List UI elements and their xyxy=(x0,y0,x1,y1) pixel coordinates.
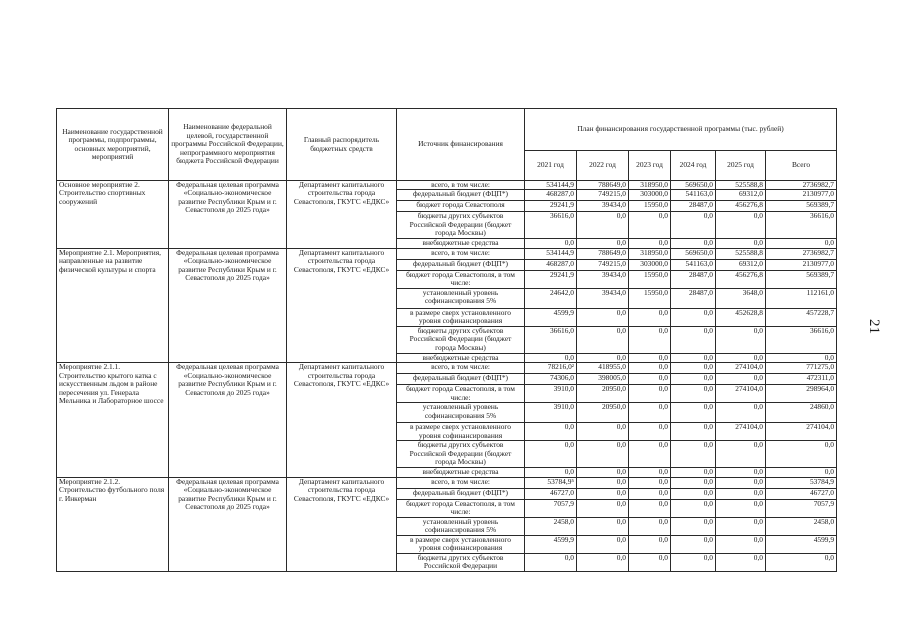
year-value-cell: 0,0 xyxy=(577,423,629,441)
total-value-cell: 472311,0 xyxy=(766,374,837,385)
year-value-cell: 0,0 xyxy=(525,441,577,468)
total-value-cell: 298964,0 xyxy=(766,385,837,403)
header-year: 2021 год xyxy=(525,151,577,181)
funding-source-cell: бюджеты других субъектов Российской Федерации (бюджет города Москвы) xyxy=(397,212,525,239)
year-value-cell: 69312,0 xyxy=(716,259,766,270)
total-value-cell: 274104,0 xyxy=(766,423,837,441)
year-value-cell: 0,0 xyxy=(671,308,716,326)
header-year: 2024 год xyxy=(671,151,716,181)
year-value-cell: 20950,0 xyxy=(577,403,629,423)
year-value-cell: 24642,0 xyxy=(525,288,577,308)
header-federal-program: Наименование федеральной целевой, государственной программы Российской Федерации, непрограммного мероприятия бюджета Российской Федерации xyxy=(169,109,287,181)
year-value-cell: 15950,0 xyxy=(629,288,671,308)
year-value-cell: 468287,0 xyxy=(525,190,577,201)
funding-source-cell: установленный уровень софинансирования 5% xyxy=(397,403,525,423)
year-value-cell: 0,0 xyxy=(716,374,766,385)
year-value-cell: 39434,0 xyxy=(577,201,629,212)
year-value-cell: 525588,8 xyxy=(716,248,766,259)
total-value-cell: 569389,7 xyxy=(766,270,837,288)
funding-source-cell: всего, в том числе: xyxy=(397,363,525,374)
total-value-cell: 2458,0 xyxy=(766,517,837,535)
year-value-cell: 0,0 xyxy=(629,374,671,385)
total-value-cell: 2736982,7 xyxy=(766,181,837,190)
year-value-cell: 456276,8 xyxy=(716,201,766,212)
funding-source-cell: федеральный бюджет (ФЦП*) xyxy=(397,259,525,270)
total-value-cell: 0,0 xyxy=(766,553,837,571)
year-value-cell: 0,0 xyxy=(671,353,716,362)
year-value-cell: 0,0 xyxy=(577,308,629,326)
table-row xyxy=(57,181,837,190)
funding-source-cell: бюджеты других субъектов Российской Федерации (бюджет города Москвы) xyxy=(397,441,525,468)
year-value-cell: 3910,0 xyxy=(525,385,577,403)
header-year: 2022 год xyxy=(577,151,629,181)
total-value-cell: 2130977,0 xyxy=(766,190,837,201)
year-value-cell: 0,0 xyxy=(671,535,716,553)
total-value-cell: 2736982,7 xyxy=(766,248,837,259)
year-value-cell: 274104,0 xyxy=(716,385,766,403)
year-value-cell: 28487,0 xyxy=(671,288,716,308)
year-value-cell: 0,0 xyxy=(629,353,671,362)
total-value-cell: 4599,9 xyxy=(766,535,837,553)
header-row xyxy=(57,109,837,151)
total-value-cell: 771275,0 xyxy=(766,363,837,374)
total-value-cell: 7057,9 xyxy=(766,499,837,517)
funding-source-cell: всего, в том числе: xyxy=(397,248,525,259)
year-value-cell: 0,0 xyxy=(716,488,766,499)
year-value-cell: 274104,0 xyxy=(716,363,766,374)
program-name-cell: Мероприятие 2.1. Мероприятия, направленные на развитие физической культуры и спорта xyxy=(57,248,169,362)
year-value-cell: 3910,0 xyxy=(525,403,577,423)
total-value-cell: 36616,0 xyxy=(766,212,837,239)
funding-source-cell: всего, в том числе: xyxy=(397,477,525,488)
year-value-cell: 0,0 xyxy=(577,468,629,477)
year-value-cell: 69312,0 xyxy=(716,190,766,201)
year-value-cell: 0,0 xyxy=(629,308,671,326)
year-value-cell: 0,0 xyxy=(525,239,577,248)
table-body xyxy=(57,109,837,572)
year-value-cell: 398005,0 xyxy=(577,374,629,385)
year-value-cell: 0,0 xyxy=(525,468,577,477)
funding-source-cell: бюджет города Севастополя, в том числе: xyxy=(397,499,525,517)
funding-source-cell: внебюджетные средства xyxy=(397,468,525,477)
funding-source-cell: бюджет города Севастополя, в том числе: xyxy=(397,270,525,288)
year-value-cell: 4599,9 xyxy=(525,535,577,553)
total-value-cell: 112161,0 xyxy=(766,288,837,308)
year-value-cell: 2458,0 xyxy=(525,517,577,535)
year-value-cell: 36616,0 xyxy=(525,326,577,353)
year-value-cell: 0,0 xyxy=(577,441,629,468)
year-value-cell: 788649,0 xyxy=(577,181,629,190)
total-value-cell: 53784,9 xyxy=(766,477,837,488)
year-value-cell: 0,0 xyxy=(671,441,716,468)
total-value-cell: 569389,7 xyxy=(766,201,837,212)
year-value-cell: 20950,0 xyxy=(577,385,629,403)
year-value-cell: 0,0 xyxy=(577,326,629,353)
year-value-cell: 0,0 xyxy=(716,477,766,488)
year-value-cell: 3648,0 xyxy=(716,288,766,308)
year-value-cell: 0,0 xyxy=(629,385,671,403)
year-value-cell: 569650,0 xyxy=(671,181,716,190)
year-value-cell: 0,0 xyxy=(716,499,766,517)
year-value-cell: 0,0 xyxy=(716,326,766,353)
year-value-cell: 78216,0² xyxy=(525,363,577,374)
year-value-cell: 318950,0 xyxy=(629,181,671,190)
year-value-cell: 0,0 xyxy=(629,535,671,553)
year-value-cell: 749215,0 xyxy=(577,190,629,201)
year-value-cell: 0,0 xyxy=(716,403,766,423)
year-value-cell: 7057,9 xyxy=(525,499,577,517)
page-number: 21 xyxy=(866,319,882,334)
year-value-cell: 0,0 xyxy=(525,553,577,571)
year-value-cell: 0,0 xyxy=(629,403,671,423)
funding-source-cell: в размере сверх установленного уровня софинансирования xyxy=(397,423,525,441)
year-value-cell: 0,0 xyxy=(577,517,629,535)
total-value-cell: 36616,0 xyxy=(766,326,837,353)
year-value-cell: 0,0 xyxy=(716,468,766,477)
year-value-cell: 28487,0 xyxy=(671,270,716,288)
total-value-cell: 2130977,0 xyxy=(766,259,837,270)
table-row xyxy=(57,363,837,374)
year-value-cell: 0,0 xyxy=(629,553,671,571)
year-value-cell: 0,0 xyxy=(671,477,716,488)
year-value-cell: 0,0 xyxy=(716,353,766,362)
year-value-cell: 456276,8 xyxy=(716,270,766,288)
year-value-cell: 0,0 xyxy=(671,403,716,423)
funding-source-cell: внебюджетные средства xyxy=(397,353,525,362)
year-value-cell: 0,0 xyxy=(629,488,671,499)
funding-source-cell: бюджеты других субъектов Российской Федерации xyxy=(397,553,525,571)
year-value-cell: 0,0 xyxy=(671,239,716,248)
year-value-cell: 0,0 xyxy=(629,326,671,353)
funding-source-cell: всего, в том числе: xyxy=(397,181,525,190)
year-value-cell: 0,0 xyxy=(716,441,766,468)
total-value-cell: 0,0 xyxy=(766,441,837,468)
year-value-cell: 0,0 xyxy=(525,353,577,362)
year-value-cell: 0,0 xyxy=(671,423,716,441)
year-value-cell: 4599,9 xyxy=(525,308,577,326)
header-manager: Главный распорядитель бюджетных средств xyxy=(287,109,397,181)
year-value-cell: 0,0 xyxy=(629,468,671,477)
year-value-cell: 0,0 xyxy=(629,423,671,441)
year-value-cell: 0,0 xyxy=(671,553,716,571)
year-value-cell: 28487,0 xyxy=(671,201,716,212)
manager-cell: Департамент капитального строительства города Севастополя, ГКУГС «ЕДКС» xyxy=(287,181,397,249)
program-name-cell: Основное мероприятие 2. Строительство спортивных сооружений xyxy=(57,181,169,249)
year-value-cell: 318950,0 xyxy=(629,248,671,259)
funding-source-cell: установленный уровень софинансирования 5% xyxy=(397,517,525,535)
year-value-cell: 303000,0 xyxy=(629,259,671,270)
year-value-cell: 418955,0 xyxy=(577,363,629,374)
funding-source-cell: в размере сверх установленного уровня софинансирования xyxy=(397,308,525,326)
total-value-cell: 0,0 xyxy=(766,353,837,362)
year-value-cell: 74306,0 xyxy=(525,374,577,385)
year-value-cell: 0,0 xyxy=(577,488,629,499)
year-value-cell: 0,0 xyxy=(525,423,577,441)
year-value-cell: 36616,0 xyxy=(525,212,577,239)
year-value-cell: 0,0 xyxy=(716,239,766,248)
year-value-cell: 0,0 xyxy=(577,212,629,239)
year-value-cell: 303000,0 xyxy=(629,190,671,201)
funding-source-cell: федеральный бюджет (ФЦП*) xyxy=(397,374,525,385)
funding-source-cell: федеральный бюджет (ФЦП*) xyxy=(397,488,525,499)
year-value-cell: 39434,0 xyxy=(577,288,629,308)
year-value-cell: 0,0 xyxy=(671,363,716,374)
year-value-cell: 0,0 xyxy=(671,374,716,385)
year-value-cell: 452628,8 xyxy=(716,308,766,326)
funding-source-cell: установленный уровень софинансирования 5% xyxy=(397,288,525,308)
funding-source-cell: в размере сверх установленного уровня софинансирования xyxy=(397,535,525,553)
year-value-cell: 0,0 xyxy=(716,535,766,553)
year-value-cell: 46727,0 xyxy=(525,488,577,499)
year-value-cell: 0,0 xyxy=(629,363,671,374)
year-value-cell: 0,0 xyxy=(671,499,716,517)
total-value-cell: 46727,0 xyxy=(766,488,837,499)
year-value-cell: 0,0 xyxy=(629,212,671,239)
year-value-cell: 0,0 xyxy=(629,239,671,248)
total-value-cell: 24860,0 xyxy=(766,403,837,423)
header-year: 2025 год xyxy=(716,151,766,181)
table-row xyxy=(57,248,837,259)
header-financing-plan: План финансирования государственной программы (тыс. рублей) xyxy=(525,109,837,151)
federal-program-cell: Федеральная целевая программа «Социально-экономическое развитие Республики Крым и г. Севастополя до 2025 года» xyxy=(169,248,287,362)
year-value-cell: 29241,9 xyxy=(525,201,577,212)
program-name-cell: Мероприятие 2.1.2. Строительство футбольного поля г. Инкерман xyxy=(57,477,169,571)
year-value-cell: 274104,0 xyxy=(716,423,766,441)
year-value-cell: 541163,0 xyxy=(671,259,716,270)
funding-source-cell: внебюджетные средства xyxy=(397,239,525,248)
funding-source-cell: бюджет города Севастополя, в том числе: xyxy=(397,385,525,403)
header-year: 2023 год xyxy=(629,151,671,181)
manager-cell: Департамент капитального строительства города Севастополя, ГКУГС «ЕДКС» xyxy=(287,363,397,477)
year-value-cell: 29241,9 xyxy=(525,270,577,288)
federal-program-cell: Федеральная целевая программа «Социально-экономическое развитие Республики Крым и г. Севастополя до 2025 года» xyxy=(169,477,287,571)
year-value-cell: 0,0 xyxy=(716,212,766,239)
year-value-cell: 0,0 xyxy=(716,517,766,535)
year-value-cell: 0,0 xyxy=(671,468,716,477)
total-value-cell: 0,0 xyxy=(766,468,837,477)
year-value-cell: 525588,8 xyxy=(716,181,766,190)
year-value-cell: 0,0 xyxy=(577,353,629,362)
year-value-cell: 15950,0 xyxy=(629,270,671,288)
federal-program-cell: Федеральная целевая программа «Социально-экономическое развитие Республики Крым и г. Севастополя до 2025 года» xyxy=(169,181,287,249)
year-value-cell: 749215,0 xyxy=(577,259,629,270)
year-value-cell: 0,0 xyxy=(671,517,716,535)
manager-cell: Департамент капитального строительства города Севастополя, ГКУГС «ЕДКС» xyxy=(287,477,397,571)
year-value-cell: 788649,0 xyxy=(577,248,629,259)
table-row xyxy=(57,477,837,488)
manager-cell: Департамент капитального строительства города Севастополя, ГКУГС «ЕДКС» xyxy=(287,248,397,362)
year-value-cell: 534144,9 xyxy=(525,248,577,259)
header-total: Всего xyxy=(766,151,837,181)
year-value-cell: 0,0 xyxy=(671,488,716,499)
year-value-cell: 0,0 xyxy=(671,212,716,239)
header-source: Источник финансирования xyxy=(397,109,525,181)
year-value-cell: 0,0 xyxy=(577,499,629,517)
year-value-cell: 53784,9⁵ xyxy=(525,477,577,488)
program-name-cell: Мероприятие 2.1.1. Строительство крытого катка с искусственным льдом в районе пересечения ул. Генерала Мельника и Лабораторное шоссе xyxy=(57,363,169,477)
year-value-cell: 0,0 xyxy=(629,499,671,517)
federal-program-cell: Федеральная целевая программа «Социально-экономическое развитие Республики Крым и г. Севастополя до 2025 года» xyxy=(169,363,287,477)
year-value-cell: 0,0 xyxy=(716,553,766,571)
year-value-cell: 0,0 xyxy=(629,517,671,535)
year-value-cell: 541163,0 xyxy=(671,190,716,201)
year-value-cell: 0,0 xyxy=(629,477,671,488)
total-value-cell: 457228,7 xyxy=(766,308,837,326)
financing-table xyxy=(56,108,837,572)
funding-source-cell: федеральный бюджет (ФЦП*) xyxy=(397,190,525,201)
year-value-cell: 0,0 xyxy=(671,326,716,353)
year-value-cell: 468287,0 xyxy=(525,259,577,270)
year-value-cell: 39434,0 xyxy=(577,270,629,288)
year-value-cell: 569650,0 xyxy=(671,248,716,259)
year-value-cell: 0,0 xyxy=(671,385,716,403)
year-value-cell: 0,0 xyxy=(577,239,629,248)
funding-source-cell: бюджет города Севастополя xyxy=(397,201,525,212)
year-value-cell: 15950,0 xyxy=(629,201,671,212)
year-value-cell: 0,0 xyxy=(577,553,629,571)
year-value-cell: 534144,9 xyxy=(525,181,577,190)
header-program: Наименование государственной программы, подпрограммы, основных мероприятий, мероприятий xyxy=(57,109,169,181)
year-value-cell: 0,0 xyxy=(577,535,629,553)
funding-source-cell: бюджеты других субъектов Российской Федерации (бюджет города Москвы) xyxy=(397,326,525,353)
total-value-cell: 0,0 xyxy=(766,239,837,248)
year-value-cell: 0,0 xyxy=(629,441,671,468)
year-value-cell: 0,0 xyxy=(577,477,629,488)
